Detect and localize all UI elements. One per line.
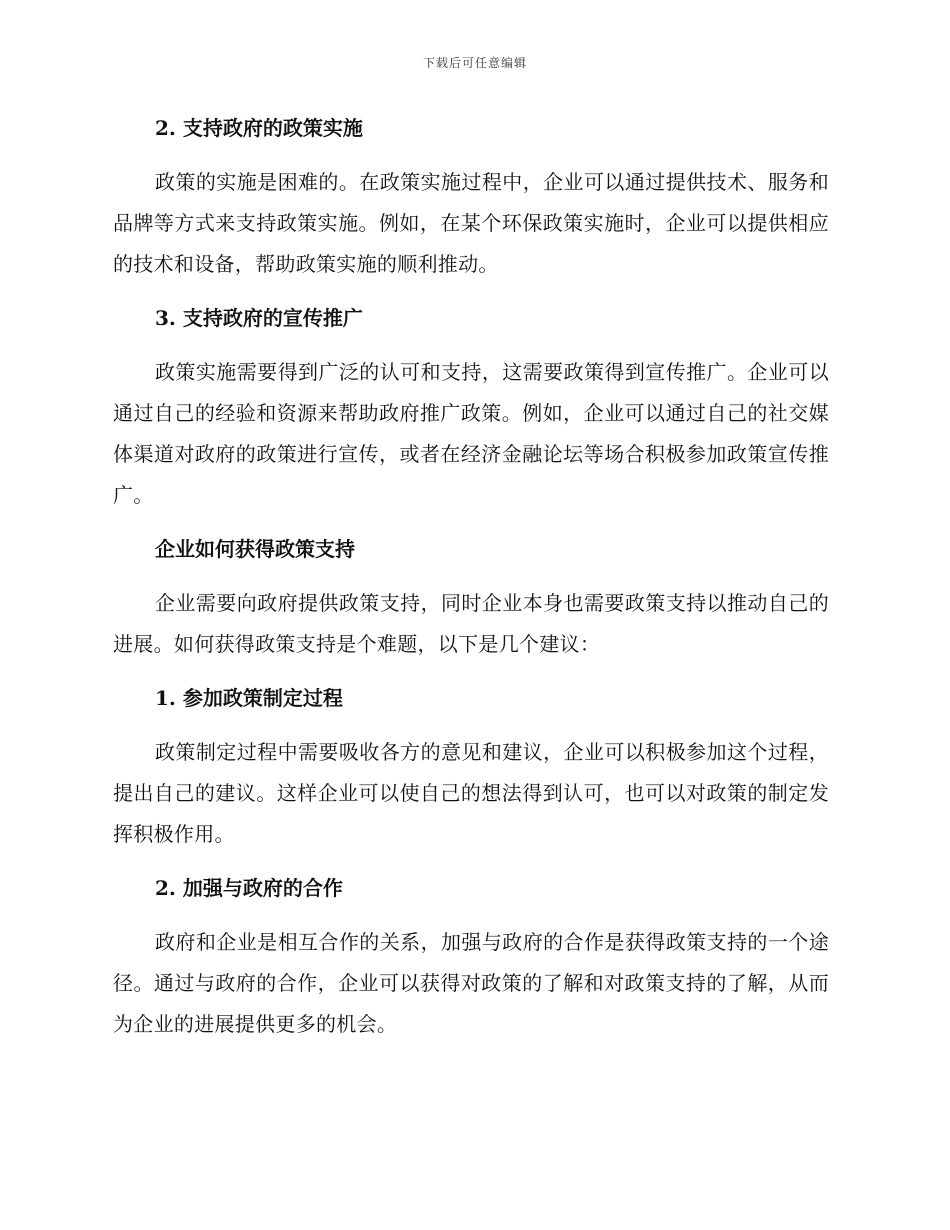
section-heading-join-policymaking: 1. 参加政策制定过程: [155, 686, 343, 710]
page-header-watermark: 下载后可任意编辑: [422, 56, 527, 70]
section-heading-obtain-policy-support: 企业如何获得政策支持: [155, 537, 355, 561]
section-heading-support-promotion: 3. 支持政府的宣传推广: [155, 306, 363, 330]
section-heading-support-implementation: 2. 支持政府的政策实施: [155, 116, 363, 140]
section-heading-strengthen-cooperation: 2. 加强与政府的合作: [155, 876, 343, 900]
paragraph-support-implementation: 政策的实施是困难的。在政策实施过程中，企业可以通过提供技术、服务和品牌等方式来支持政策实施。例如，在某个环保政策实施时，企业可以提供相应的技术和设备，帮助政策实施的顺利推动。: [113, 170, 829, 276]
paragraph-obtain-policy-support: 企业需要向政府提供政策支持，同时企业本身也需要政策支持以推动自己的进展。如何获得政策支持是个难题，以下是几个建议：: [113, 591, 829, 656]
paragraph-strengthen-cooperation: 政府和企业是相互合作的关系，加强与政府的合作是获得政策支持的一个途径。通过与政府的合作，企业可以获得对政策的了解和对政策支持的了解，从而为企业的进展提供更多的机会。: [113, 930, 829, 1036]
paragraph-support-promotion: 政策实施需要得到广泛的认可和支持，这需要政策得到宣传推广。企业可以通过自己的经验和资源来帮助政府推广政策。例如，企业可以通过自己的社交媒体渠道对政府的政策进行宣传，或者在经济金融论坛等场合积极参加政策宣传推广。: [113, 360, 829, 507]
document-body: [113, 108, 829, 1045]
paragraph-join-policymaking: 政策制定过程中需要吸收各方的意见和建议，企业可以积极参加这个过程，提出自己的建议。这样企业可以使自己的想法得到认可，也可以对政策的制定发挥积极作用。: [113, 740, 829, 846]
